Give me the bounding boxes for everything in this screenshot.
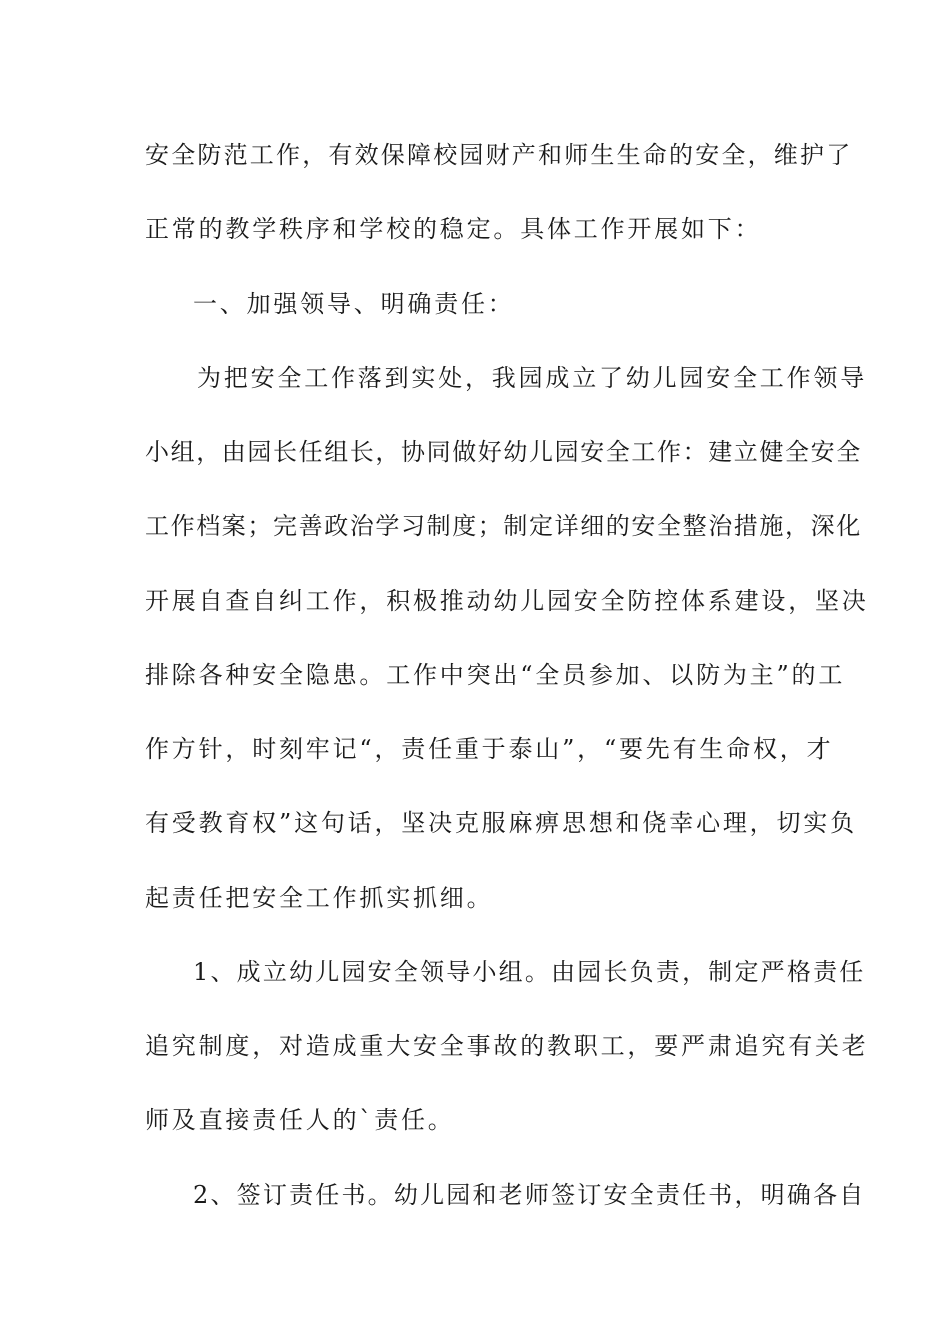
text-line: 排除各种安全隐患。工作中突出“全员参加、以防为主”的工 — [145, 661, 846, 689]
text-line: 为把安全工作落到实处，我园成立了幼儿园安全工作领导 — [197, 364, 867, 392]
section-heading: 一、加强领导、明确责任： — [193, 290, 515, 318]
text-line: 工作档案；完善政治学习制度；制定详细的安全整治措施，深化 — [145, 512, 862, 540]
text-line: 安全防范工作，有效保障校园财产和师生生命的安全，维护了 — [145, 141, 853, 169]
text-line: 师及直接责任人的`责任。 — [145, 1106, 455, 1134]
text-line: 作方针，时刻牢记“，责任重于泰山”，“要先有生命权，才 — [145, 735, 834, 763]
text-line: 追究制度，对造成重大安全事故的教职工，要严肃追究有关老 — [145, 1032, 869, 1060]
text-line: 起责任把安全工作抓实抓细。 — [145, 884, 494, 912]
text-line: 小组，由园长任组长，协同做好幼儿园安全工作：建立健全安全 — [145, 438, 862, 466]
list-item: 2、签订责任书。幼儿园和老师签订安全责任书，明确各自 — [193, 1181, 866, 1209]
text-line: 有受教育权”这句话，坚决克服麻痹思想和侥幸心理，切实负 — [145, 809, 857, 837]
list-item: 1、成立幼儿园安全领导小组。由园长负责，制定严格责任 — [193, 958, 866, 986]
text-line: 正常的教学秩序和学校的稳定。具体工作开展如下： — [145, 215, 762, 243]
text-line: 开展自查自纠工作，积极推动幼儿园安全防控体系建设，坚决 — [145, 587, 869, 615]
